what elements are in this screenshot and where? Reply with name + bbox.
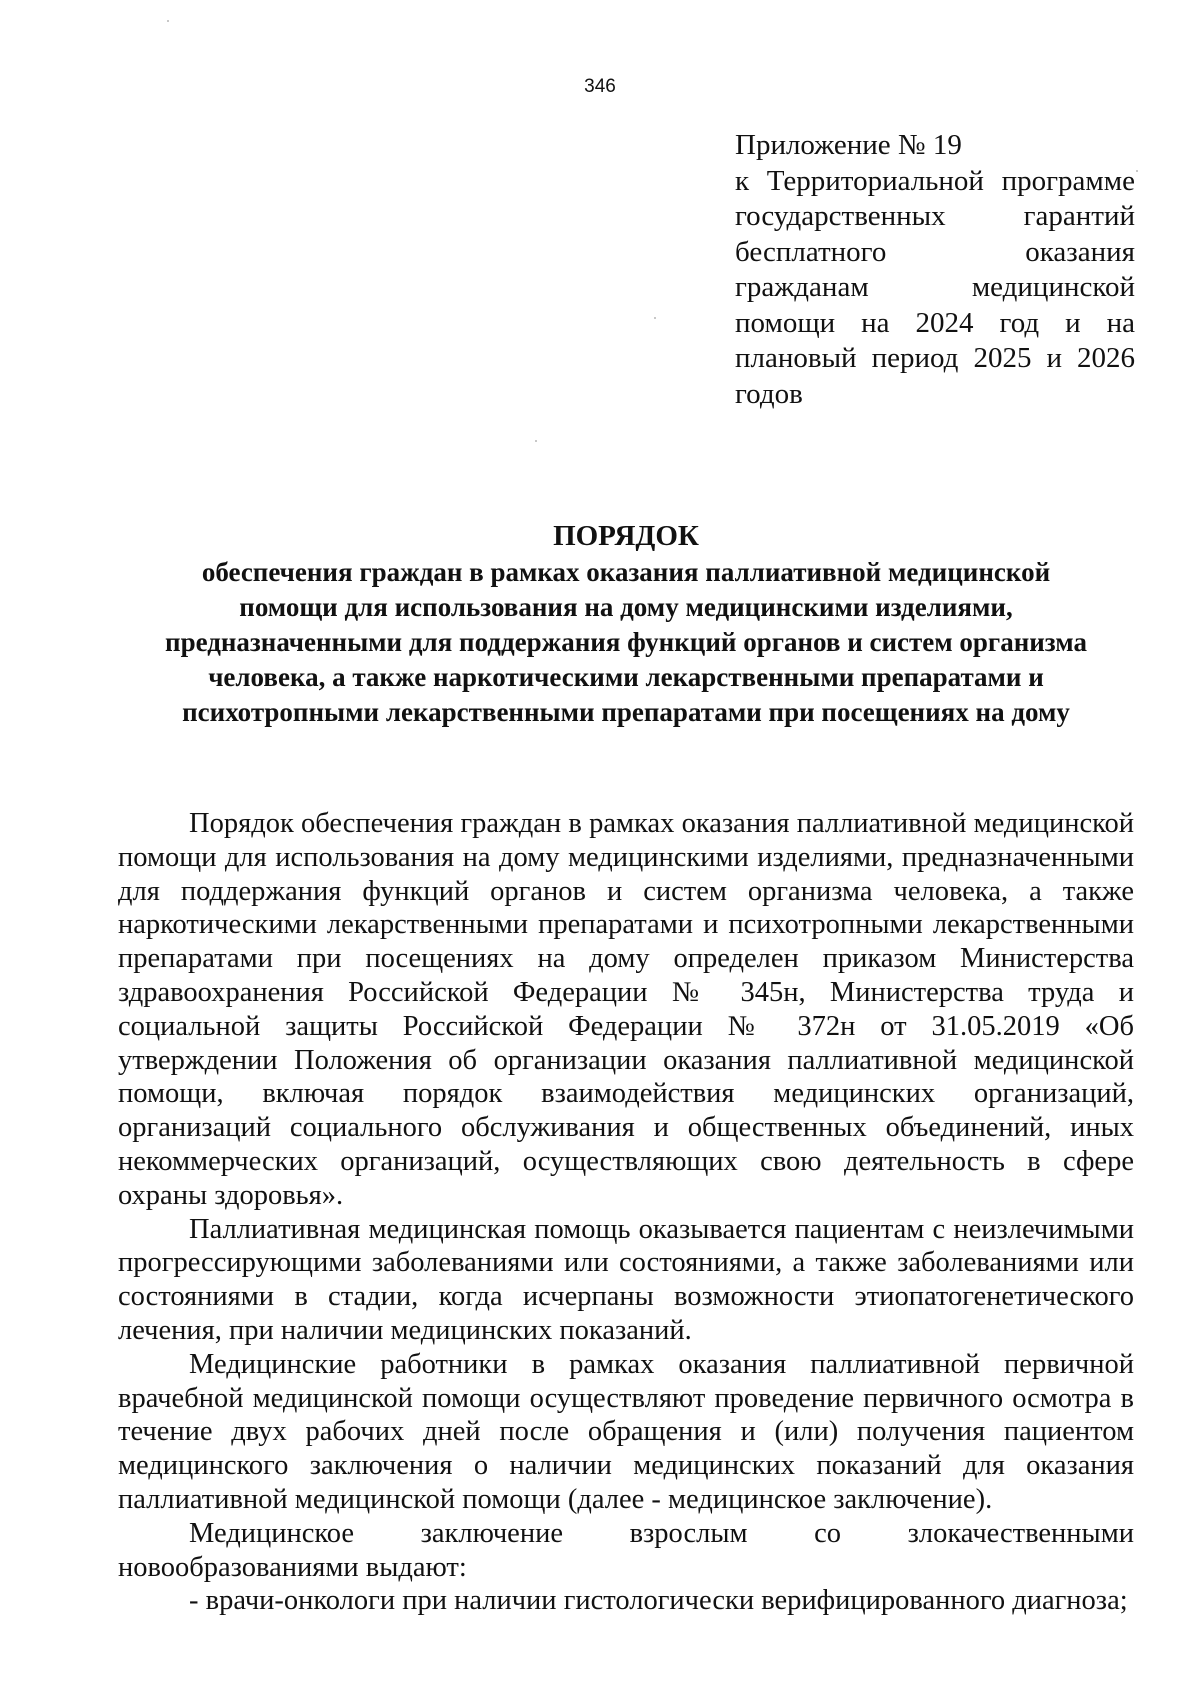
document-body xyxy=(118,807,1134,1618)
document-subheading: обеспечения граждан в рамках оказания паллиативной медицинской помощи для использования на дому медицинскими изделиями, предназначенными для поддержания функций органов и систем организма человека, а также наркотическими лекарственными препаратами и психотропными лекарственными препаратами при посещениях на дому xyxy=(165,557,1087,727)
scan-speck xyxy=(535,440,537,442)
scan-speck xyxy=(167,20,169,22)
body-paragraph-2: Паллиативная медицинская помощь оказывается пациентам с неизлечимыми прогрессирующими заболеваниями или состояниями, а также заболеваниями или состояниями в стадии, когда исчерпаны возможности этиопатогенетического лечения, при наличии медицинских показаний. xyxy=(118,1213,1134,1346)
appendix-block xyxy=(735,128,1135,412)
scan-speck xyxy=(654,317,656,319)
appendix-body: к Территориальной программе государственных гарантий бесплатного оказания гражданам медицинской помощи на 2024 год и на плановый период 2025 и 2026 годов xyxy=(735,164,1135,410)
document-title-block xyxy=(160,518,1092,730)
page-number: 346 xyxy=(584,76,616,97)
appendix-title: Приложение № 19 xyxy=(735,129,962,161)
body-paragraph-5: - врачи-онкологи при наличии гистологически верифицированного диагноза; xyxy=(189,1585,1128,1617)
document-heading: ПОРЯДОК xyxy=(553,520,699,552)
scan-speck xyxy=(1136,170,1138,172)
body-paragraph-1: Порядок обеспечения граждан в рамках оказания паллиативной медицинской помощи для использования на дому медицинскими изделиями, предназначенными для поддержания функций органов и систем организма человека, а также наркотическими лекарственными препаратами и психотропными лекарственными препаратами при посещениях на дому определен приказом Министерства здравоохранения Российской Федерации № 345н, Министерства труда и социальной защиты Российской Федерации № 372н от 31.05.2019 «Об утверждении Положения об организации оказания паллиативной медицинской помощи, включая порядок взаимодействия медицинских организаций, организаций социального обслуживания и общественных объединений, иных некоммерческих организаций, осуществляющих свою деятельность в сфере охраны здоровья». xyxy=(118,808,1134,1211)
body-paragraph-3: Медицинские работники в рамках оказания паллиативной первичной врачебной медицинской помощи осуществляют проведение первичного осмотра в течение двух рабочих дней после обращения и (или) получения пациентом медицинского заключения о наличии медицинских показаний для оказания паллиативной медицинской помощи (далее - медицинское заключение). xyxy=(118,1348,1134,1515)
body-paragraph-4: Медицинское заключение взрослым со злокачественными новообразованиями выдают: xyxy=(118,1517,1134,1583)
